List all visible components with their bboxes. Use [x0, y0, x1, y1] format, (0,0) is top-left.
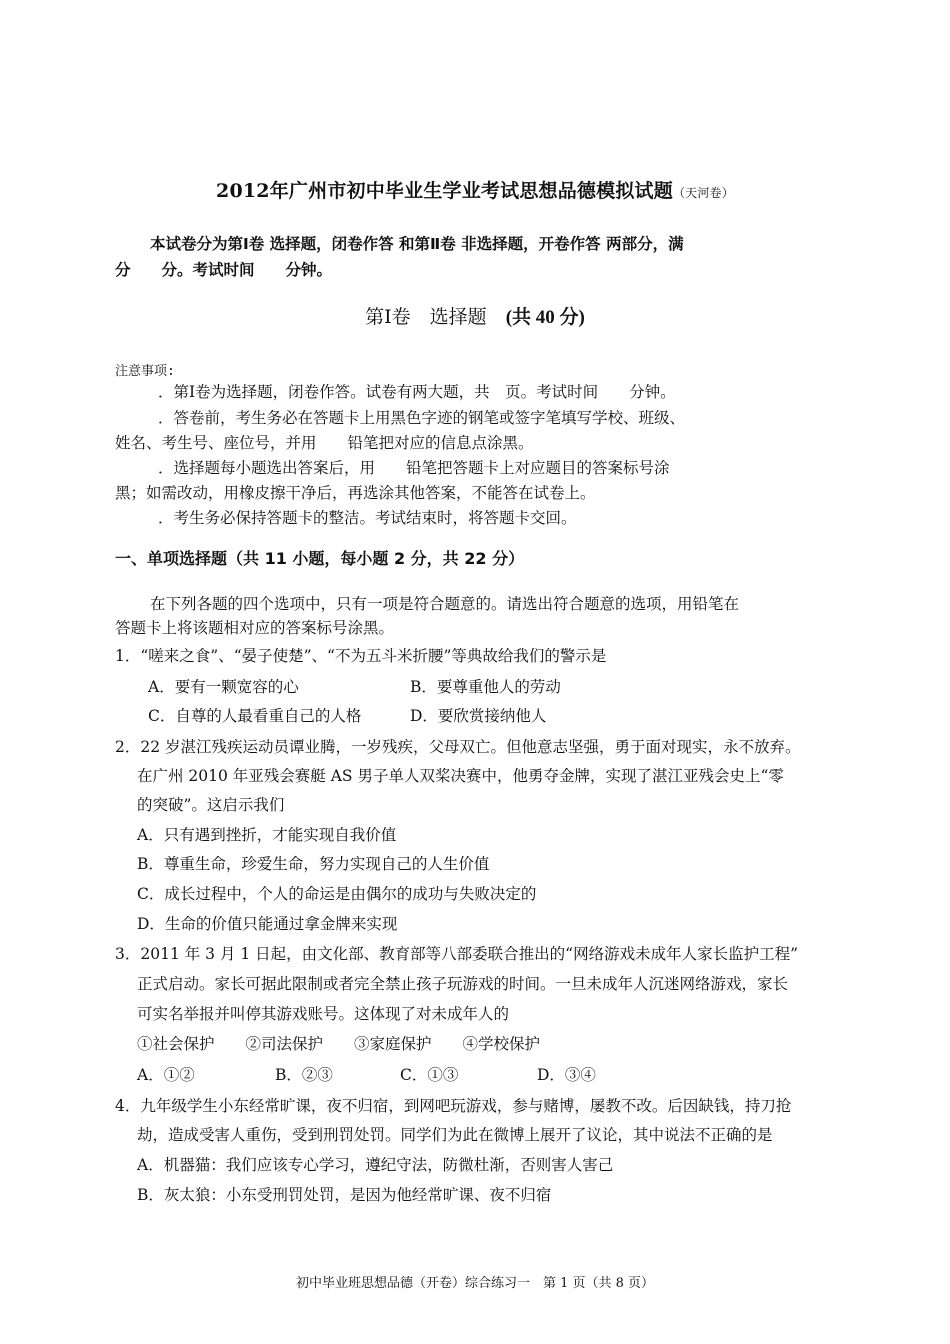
question-3-option-a: A．①② — [137, 1066, 195, 1084]
exam-title-text: 2012年广州市初中毕业生学业考试思想品德模拟试题 — [216, 180, 673, 202]
section-1-title — [0, 302, 950, 329]
question-3-stem: 3．2011 年 3 月 1 日起，由文化部、教育部等八部委联合推出的“网络游戏未成年人家长监护工程” — [115, 945, 799, 963]
notice-item: 姓名、考生号、座位号，并用 铅笔把对应的信息点涂黑。 — [115, 434, 534, 452]
notice-item: ．考生务必保持答题卡的整洁。考试结束时，将答题卡交回。 — [158, 509, 577, 527]
question-2-stem: 的突破”。这启示我们 — [137, 796, 285, 814]
question-1-option-d: D．要欣赏接纳他人 — [410, 707, 547, 725]
question-3-stem: 正式启动。家长可据此限制或者完全禁止孩子玩游戏的时间。一旦未成年人沉迷网络游戏，家长 — [137, 975, 789, 993]
notice-item: ．答卷前，考生务必在答题卡上用黑色字迹的钢笔或签字笔填写学校、班级、 — [158, 409, 686, 427]
question-4-option-a: A．机器猫：我们应该专心学习，遵纪守法，防微杜渐，否则害人害己 — [137, 1156, 614, 1174]
question-4-stem: 劫，造成受害人重伤，受到刑罚处罚。同学们为此在微博上展开了议论，其中说法不正确的是 — [137, 1126, 773, 1144]
question-2-option-b: B．尊重生命，珍爱生命，努力实现自己的人生价值 — [137, 855, 490, 873]
question-1-option-a: A．要有一颗宽容的心 — [148, 678, 299, 696]
question-4-option-b: B．灰太狼：小东受刑罚处罚，是因为他经常旷课、夜不归宿 — [137, 1186, 552, 1204]
notice-heading: 注意事项: — [115, 364, 175, 379]
question-1-stem: 1．“嗟来之食”、“晏子使楚”、“不为五斗米折腰”等典故给我们的警示是 — [115, 647, 607, 665]
question-3-stem: 可实名举报并叫停其游戏账号。这体现了对未成年人的 — [137, 1005, 510, 1023]
question-3-option-b: B．②③ — [275, 1066, 333, 1084]
exam-title — [0, 176, 950, 203]
exam-title-note: （天河卷） — [672, 186, 734, 200]
question-2-option-a: A．只有遇到挫折，才能实现自我价值 — [137, 826, 397, 844]
question-3-items: ①社会保护 ②司法保护 ③家庭保护 ④学校保护 — [137, 1035, 541, 1053]
question-3-option-c: C．①③ — [400, 1066, 459, 1084]
section-1-label: 第Ⅰ卷 选择题 — [365, 306, 487, 328]
question-4-stem: 4．九年级学生小东经常旷课，夜不归宿，到网吧玩游戏，参与赌博，屡教不改。后因缺钱，持刀抢 — [115, 1097, 792, 1115]
intro-line-1: 本试卷分为第Ⅰ卷 选择题，闭卷作答 和第Ⅱ卷 非选择题，开卷作答 两部分，满 — [150, 235, 684, 253]
question-3-option-d: D．③④ — [537, 1066, 596, 1084]
part-1-instruction: 在下列各题的四个选项中，只有一项是符合题意的。请选出符合题意的选项，用铅笔在 — [150, 595, 740, 613]
question-2-option-d: D．生命的价值只能通过拿金牌来实现 — [137, 915, 398, 933]
part-1-instruction: 答题卡上将该题相对应的答案标号涂黑。 — [115, 619, 395, 637]
notice-item: ．选择题每小题选出答案后，用 铅笔把答题卡上对应题目的答案标号涂 — [158, 459, 670, 477]
question-2-stem: 2．22 岁湛江残疾运动员谭业腾，一岁残疾，父母双亡。但他意志坚强，勇于面对现实，永不放弃。 — [115, 738, 801, 756]
section-1-score: (共 40 分) — [505, 307, 585, 328]
question-2-option-c: C．成长过程中，个人的命运是由偶尔的成功与失败决定的 — [137, 885, 537, 903]
page-footer: 初中毕业班思想品德（开卷）综合练习一 第 1 页（共 8 页） — [295, 1276, 655, 1291]
part-1-heading: 一、单项选择题（共 11 小题，每小题 2 分，共 22 分） — [115, 549, 525, 568]
notice-item: 黑；如需改动，用橡皮擦干净后，再选涂其他答案，不能答在试卷上。 — [115, 484, 596, 502]
notice-item: ．第Ⅰ卷为选择题，闭卷作答。试卷有两大题，共 页。考试时间 分钟。 — [158, 383, 676, 401]
intro-line-2: 分 分。考试时间 分钟。 — [115, 261, 333, 279]
question-2-stem: 在广州 2010 年亚残会赛艇 AS 男子单人双桨决赛中，他勇夺金牌，实现了湛江亚残会史上“零 — [137, 767, 784, 785]
question-1-option-c: C．自尊的人最看重自己的人格 — [148, 707, 362, 725]
question-1-option-b: B．要尊重他人的劳动 — [410, 678, 561, 696]
